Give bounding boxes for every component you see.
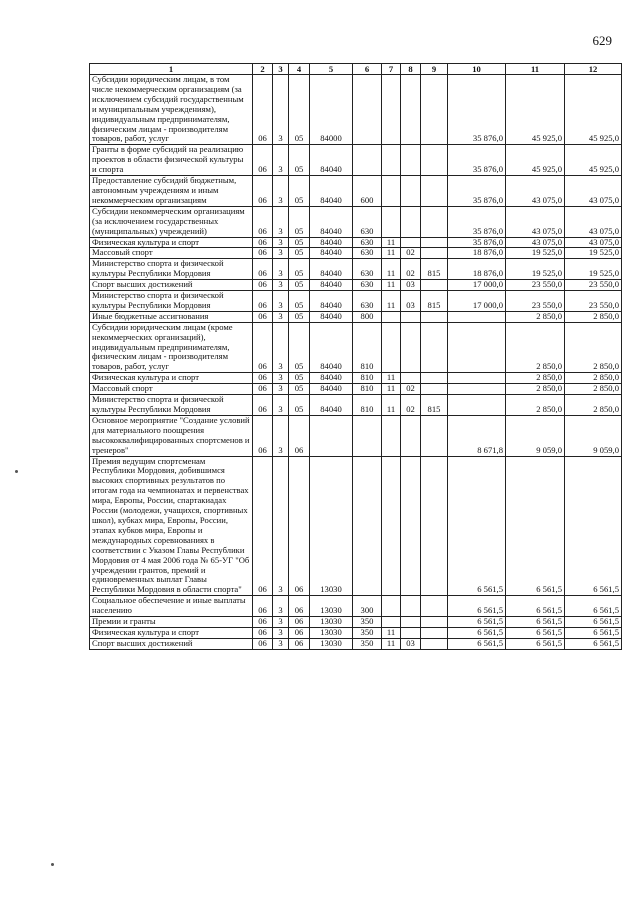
amount-cell: 35 876,0: [448, 237, 506, 248]
amount-cell: 18 876,0: [448, 259, 506, 280]
code-cell: 05: [289, 75, 310, 145]
amount-cell: 23 550,0: [565, 291, 622, 312]
code-cell: [401, 206, 421, 237]
amount-cell: 19 525,0: [565, 248, 622, 259]
column-header: 7: [382, 64, 401, 75]
code-cell: 06: [253, 456, 273, 596]
table-row: [90, 395, 622, 416]
code-cell: 630: [353, 248, 382, 259]
table-row: [90, 311, 622, 322]
code-cell: 3: [273, 638, 289, 649]
amount-cell: 6 561,5: [506, 456, 565, 596]
table-row: [90, 259, 622, 280]
amount-cell: 19 525,0: [506, 259, 565, 280]
code-cell: 815: [421, 259, 448, 280]
code-cell: 02: [401, 259, 421, 280]
column-header: 2: [253, 64, 273, 75]
amount-cell: 45 925,0: [506, 145, 565, 176]
amount-cell: [448, 395, 506, 416]
code-cell: 3: [273, 237, 289, 248]
code-cell: 3: [273, 373, 289, 384]
code-cell: 06: [253, 617, 273, 628]
table-row: [90, 237, 622, 248]
row-name-cell: Министерство спорта и физической культуры Республики Мордовия: [90, 259, 253, 280]
row-name-cell: Физическая культура и спорт: [90, 627, 253, 638]
amount-cell: 6 561,5: [565, 456, 622, 596]
code-cell: 84040: [310, 206, 353, 237]
table-row: [90, 75, 622, 145]
code-cell: [421, 415, 448, 456]
column-header: 11: [506, 64, 565, 75]
column-header: 9: [421, 64, 448, 75]
code-cell: [401, 596, 421, 617]
code-cell: 11: [382, 291, 401, 312]
amount-cell: 23 550,0: [506, 291, 565, 312]
code-cell: 3: [273, 311, 289, 322]
amount-cell: 17 000,0: [448, 280, 506, 291]
code-cell: 815: [421, 291, 448, 312]
code-cell: 11: [382, 627, 401, 638]
code-cell: 84040: [310, 259, 353, 280]
amount-cell: [448, 322, 506, 373]
code-cell: [421, 145, 448, 176]
amount-cell: [448, 311, 506, 322]
amount-cell: 6 561,5: [506, 638, 565, 649]
code-cell: [382, 206, 401, 237]
table-row: [90, 291, 622, 312]
code-cell: 13030: [310, 456, 353, 596]
table-body: [90, 75, 622, 650]
code-cell: [401, 415, 421, 456]
code-cell: [401, 75, 421, 145]
amount-cell: 6 561,5: [448, 638, 506, 649]
amount-cell: 9 059,0: [565, 415, 622, 456]
row-name-cell: Премия ведущим спортсменам Республики Мордовия, добившимся высоких спортивных результатов по итогам года на чемпионатах и первенствах мира, Европы, России, спартакиадах России (молодежи, учащихся, спортивных школ), кубках мира, Европы, России, этапах кубков мира, Европы и международных соревнованиях в соответствии с Указом Главы Республики Мордовия от 4 мая 2006 года № 65-УГ "Об учреждении грантов, премий и единовременных выплат Главы Республики Мордовия в области спорта": [90, 456, 253, 596]
code-cell: 13030: [310, 638, 353, 649]
code-cell: 84040: [310, 237, 353, 248]
row-name-cell: Субсидии некоммерческим организациям (за исключением государственных (муниципальных) учреждений): [90, 206, 253, 237]
table-row: [90, 206, 622, 237]
amount-cell: 2 850,0: [506, 384, 565, 395]
code-cell: 06: [253, 291, 273, 312]
code-cell: 600: [353, 176, 382, 207]
code-cell: 84040: [310, 373, 353, 384]
code-cell: [401, 145, 421, 176]
amount-cell: 6 561,5: [565, 638, 622, 649]
column-header: 3: [273, 64, 289, 75]
code-cell: 05: [289, 384, 310, 395]
code-cell: 350: [353, 617, 382, 628]
code-cell: 350: [353, 627, 382, 638]
code-cell: [421, 248, 448, 259]
code-cell: 06: [253, 415, 273, 456]
amount-cell: 6 561,5: [565, 617, 622, 628]
code-cell: 02: [401, 395, 421, 416]
code-cell: 06: [253, 176, 273, 207]
code-cell: 3: [273, 415, 289, 456]
code-cell: 3: [273, 291, 289, 312]
column-header: 5: [310, 64, 353, 75]
code-cell: 84040: [310, 311, 353, 322]
code-cell: [421, 638, 448, 649]
column-header: 1: [90, 64, 253, 75]
code-cell: [401, 322, 421, 373]
table-row: [90, 176, 622, 207]
table-row: [90, 280, 622, 291]
code-cell: [421, 627, 448, 638]
row-name-cell: Субсидии юридическим лицам (кроме некоммерческих организаций), индивидуальным предпринимателям, физическим лицам - производителям товаров, работ, услуг: [90, 322, 253, 373]
code-cell: 810: [353, 395, 382, 416]
code-cell: [421, 206, 448, 237]
code-cell: 13030: [310, 596, 353, 617]
code-cell: [353, 75, 382, 145]
table-row: [90, 596, 622, 617]
code-cell: [401, 456, 421, 596]
amount-cell: 2 850,0: [565, 373, 622, 384]
code-cell: 13030: [310, 627, 353, 638]
code-cell: 06: [253, 206, 273, 237]
table-row: [90, 627, 622, 638]
amount-cell: 9 059,0: [506, 415, 565, 456]
code-cell: 350: [353, 638, 382, 649]
table-row: [90, 248, 622, 259]
code-cell: 06: [289, 627, 310, 638]
code-cell: [382, 75, 401, 145]
code-cell: 810: [353, 384, 382, 395]
code-cell: 815: [421, 395, 448, 416]
code-cell: 06: [253, 596, 273, 617]
code-cell: [421, 311, 448, 322]
amount-cell: 45 925,0: [565, 145, 622, 176]
code-cell: 05: [289, 237, 310, 248]
row-name-cell: Физическая культура и спорт: [90, 373, 253, 384]
amount-cell: 19 525,0: [565, 259, 622, 280]
amount-cell: 6 561,5: [565, 596, 622, 617]
code-cell: 06: [289, 596, 310, 617]
code-cell: 3: [273, 280, 289, 291]
code-cell: 05: [289, 176, 310, 207]
code-cell: 05: [289, 248, 310, 259]
code-cell: 630: [353, 259, 382, 280]
amount-cell: 2 850,0: [565, 384, 622, 395]
code-cell: 06: [253, 145, 273, 176]
code-cell: 11: [382, 280, 401, 291]
code-cell: 05: [289, 145, 310, 176]
code-cell: [421, 384, 448, 395]
table-row: [90, 384, 622, 395]
code-cell: 05: [289, 395, 310, 416]
code-cell: 03: [401, 291, 421, 312]
table-row: [90, 415, 622, 456]
code-cell: [421, 280, 448, 291]
code-cell: 84040: [310, 176, 353, 207]
column-header: 6: [353, 64, 382, 75]
row-name-cell: Социальное обеспечение и иные выплаты населению: [90, 596, 253, 617]
amount-cell: 6 561,5: [506, 617, 565, 628]
code-cell: 810: [353, 373, 382, 384]
code-cell: 84000: [310, 75, 353, 145]
code-cell: [310, 415, 353, 456]
amount-cell: 2 850,0: [506, 373, 565, 384]
code-cell: [353, 415, 382, 456]
amount-cell: 23 550,0: [506, 280, 565, 291]
code-cell: [382, 322, 401, 373]
code-cell: 06: [253, 373, 273, 384]
code-cell: 630: [353, 280, 382, 291]
page-number: 629: [592, 33, 612, 48]
code-cell: 06: [289, 638, 310, 649]
row-name-cell: Массовый спорт: [90, 248, 253, 259]
code-cell: [401, 617, 421, 628]
amount-cell: 2 850,0: [506, 311, 565, 322]
code-cell: 06: [289, 617, 310, 628]
code-cell: [421, 176, 448, 207]
code-cell: 11: [382, 259, 401, 280]
amount-cell: 35 876,0: [448, 206, 506, 237]
code-cell: 06: [253, 280, 273, 291]
code-cell: 3: [273, 176, 289, 207]
code-cell: [421, 617, 448, 628]
amount-cell: 6 561,5: [448, 627, 506, 638]
code-cell: 84040: [310, 145, 353, 176]
amount-cell: 35 876,0: [448, 145, 506, 176]
code-cell: [382, 176, 401, 207]
amount-cell: 43 075,0: [506, 206, 565, 237]
code-cell: [421, 373, 448, 384]
code-cell: 05: [289, 259, 310, 280]
row-name-cell: Министерство спорта и физической культуры Республики Мордовия: [90, 291, 253, 312]
code-cell: 06: [253, 638, 273, 649]
code-cell: 84040: [310, 291, 353, 312]
amount-cell: 19 525,0: [506, 248, 565, 259]
code-cell: [421, 75, 448, 145]
amount-cell: 6 561,5: [565, 627, 622, 638]
code-cell: 630: [353, 206, 382, 237]
code-cell: 3: [273, 206, 289, 237]
code-cell: [382, 596, 401, 617]
amount-cell: 43 075,0: [506, 176, 565, 207]
code-cell: 05: [289, 291, 310, 312]
code-cell: 11: [382, 248, 401, 259]
code-cell: 06: [253, 384, 273, 395]
amount-cell: 6 561,5: [506, 627, 565, 638]
code-cell: [382, 617, 401, 628]
code-cell: 03: [401, 280, 421, 291]
amount-cell: 43 075,0: [565, 176, 622, 207]
code-cell: [382, 145, 401, 176]
code-cell: 06: [253, 248, 273, 259]
code-cell: [353, 145, 382, 176]
code-cell: 3: [273, 259, 289, 280]
code-cell: 630: [353, 237, 382, 248]
code-cell: 3: [273, 248, 289, 259]
column-header: 10: [448, 64, 506, 75]
code-cell: 06: [253, 322, 273, 373]
code-cell: [401, 311, 421, 322]
code-cell: [353, 456, 382, 596]
table-header-row: [90, 64, 622, 75]
code-cell: [382, 415, 401, 456]
row-name-cell: Спорт высших достижений: [90, 638, 253, 649]
code-cell: 3: [273, 596, 289, 617]
amount-cell: 17 000,0: [448, 291, 506, 312]
row-name-cell: Основное мероприятие "Создание условий для материального поощрения высококвалифицированных спортсменов и тренеров": [90, 415, 253, 456]
amount-cell: 6 561,5: [448, 617, 506, 628]
code-cell: 02: [401, 248, 421, 259]
amount-cell: 2 850,0: [565, 311, 622, 322]
code-cell: 05: [289, 373, 310, 384]
code-cell: 11: [382, 638, 401, 649]
budget-table: [89, 63, 622, 650]
code-cell: 03: [401, 638, 421, 649]
amount-cell: 2 850,0: [506, 322, 565, 373]
row-name-cell: Физическая культура и спорт: [90, 237, 253, 248]
table-row: [90, 145, 622, 176]
table-row: [90, 638, 622, 649]
code-cell: 13030: [310, 617, 353, 628]
row-name-cell: Спорт высших достижений: [90, 280, 253, 291]
code-cell: 3: [273, 384, 289, 395]
code-cell: 06: [253, 395, 273, 416]
code-cell: 06: [289, 456, 310, 596]
code-cell: 11: [382, 384, 401, 395]
row-name-cell: Гранты в форме субсидий на реализацию проектов в области физической культуры и спорта: [90, 145, 253, 176]
row-name-cell: Субсидии юридическим лицам, в том числе некоммерческим организациям (за исключением субсидий государственным и муниципальным учреждениям), индивидуальным предпринимателям, физическим лицам - производителям товаров, работ, услуг: [90, 75, 253, 145]
table-row: [90, 617, 622, 628]
code-cell: [382, 456, 401, 596]
amount-cell: 35 876,0: [448, 75, 506, 145]
amount-cell: 8 671,8: [448, 415, 506, 456]
row-name-cell: Предоставление субсидий бюджетным, автономным учреждениям и иным некоммерческим организациям: [90, 176, 253, 207]
code-cell: 810: [353, 322, 382, 373]
code-cell: [401, 627, 421, 638]
amount-cell: 6 561,5: [448, 456, 506, 596]
amount-cell: 2 850,0: [565, 395, 622, 416]
amount-cell: 43 075,0: [506, 237, 565, 248]
code-cell: 05: [289, 280, 310, 291]
code-cell: 11: [382, 373, 401, 384]
code-cell: 05: [289, 311, 310, 322]
amount-cell: 2 850,0: [565, 322, 622, 373]
amount-cell: 45 925,0: [565, 75, 622, 145]
code-cell: 06: [253, 237, 273, 248]
amount-cell: 6 561,5: [506, 596, 565, 617]
code-cell: [401, 176, 421, 207]
row-name-cell: Премии и гранты: [90, 617, 253, 628]
margin-mark: [15, 470, 18, 473]
code-cell: 06: [253, 259, 273, 280]
code-cell: 11: [382, 237, 401, 248]
code-cell: 630: [353, 291, 382, 312]
code-cell: 800: [353, 311, 382, 322]
code-cell: 300: [353, 596, 382, 617]
row-name-cell: Иные бюджетные ассигнования: [90, 311, 253, 322]
code-cell: [421, 596, 448, 617]
code-cell: 11: [382, 395, 401, 416]
margin-mark: [51, 863, 54, 866]
code-cell: [421, 237, 448, 248]
code-cell: [421, 322, 448, 373]
amount-cell: 45 925,0: [506, 75, 565, 145]
amount-cell: 2 850,0: [506, 395, 565, 416]
code-cell: 3: [273, 75, 289, 145]
code-cell: 02: [401, 384, 421, 395]
code-cell: 05: [289, 322, 310, 373]
amount-cell: 6 561,5: [448, 596, 506, 617]
amount-cell: 35 876,0: [448, 176, 506, 207]
row-name-cell: Массовый спорт: [90, 384, 253, 395]
code-cell: [382, 311, 401, 322]
column-header: 4: [289, 64, 310, 75]
code-cell: 3: [273, 145, 289, 176]
code-cell: 3: [273, 456, 289, 596]
code-cell: 3: [273, 617, 289, 628]
code-cell: [401, 373, 421, 384]
code-cell: [421, 456, 448, 596]
code-cell: 84040: [310, 280, 353, 291]
code-cell: 06: [253, 75, 273, 145]
code-cell: 84040: [310, 384, 353, 395]
code-cell: 3: [273, 395, 289, 416]
code-cell: 06: [289, 415, 310, 456]
code-cell: 84040: [310, 248, 353, 259]
amount-cell: 43 075,0: [565, 206, 622, 237]
table-row: [90, 456, 622, 596]
amount-cell: 23 550,0: [565, 280, 622, 291]
code-cell: 84040: [310, 322, 353, 373]
code-cell: [401, 237, 421, 248]
amount-cell: 18 876,0: [448, 248, 506, 259]
column-header: 12: [565, 64, 622, 75]
code-cell: 84040: [310, 395, 353, 416]
code-cell: 05: [289, 206, 310, 237]
amount-cell: 43 075,0: [565, 237, 622, 248]
code-cell: 06: [253, 311, 273, 322]
table-row: [90, 373, 622, 384]
row-name-cell: Министерство спорта и физической культуры Республики Мордовия: [90, 395, 253, 416]
amount-cell: [448, 373, 506, 384]
column-header: 8: [401, 64, 421, 75]
amount-cell: [448, 384, 506, 395]
code-cell: 06: [253, 627, 273, 638]
code-cell: 3: [273, 627, 289, 638]
table-row: [90, 322, 622, 373]
code-cell: 3: [273, 322, 289, 373]
